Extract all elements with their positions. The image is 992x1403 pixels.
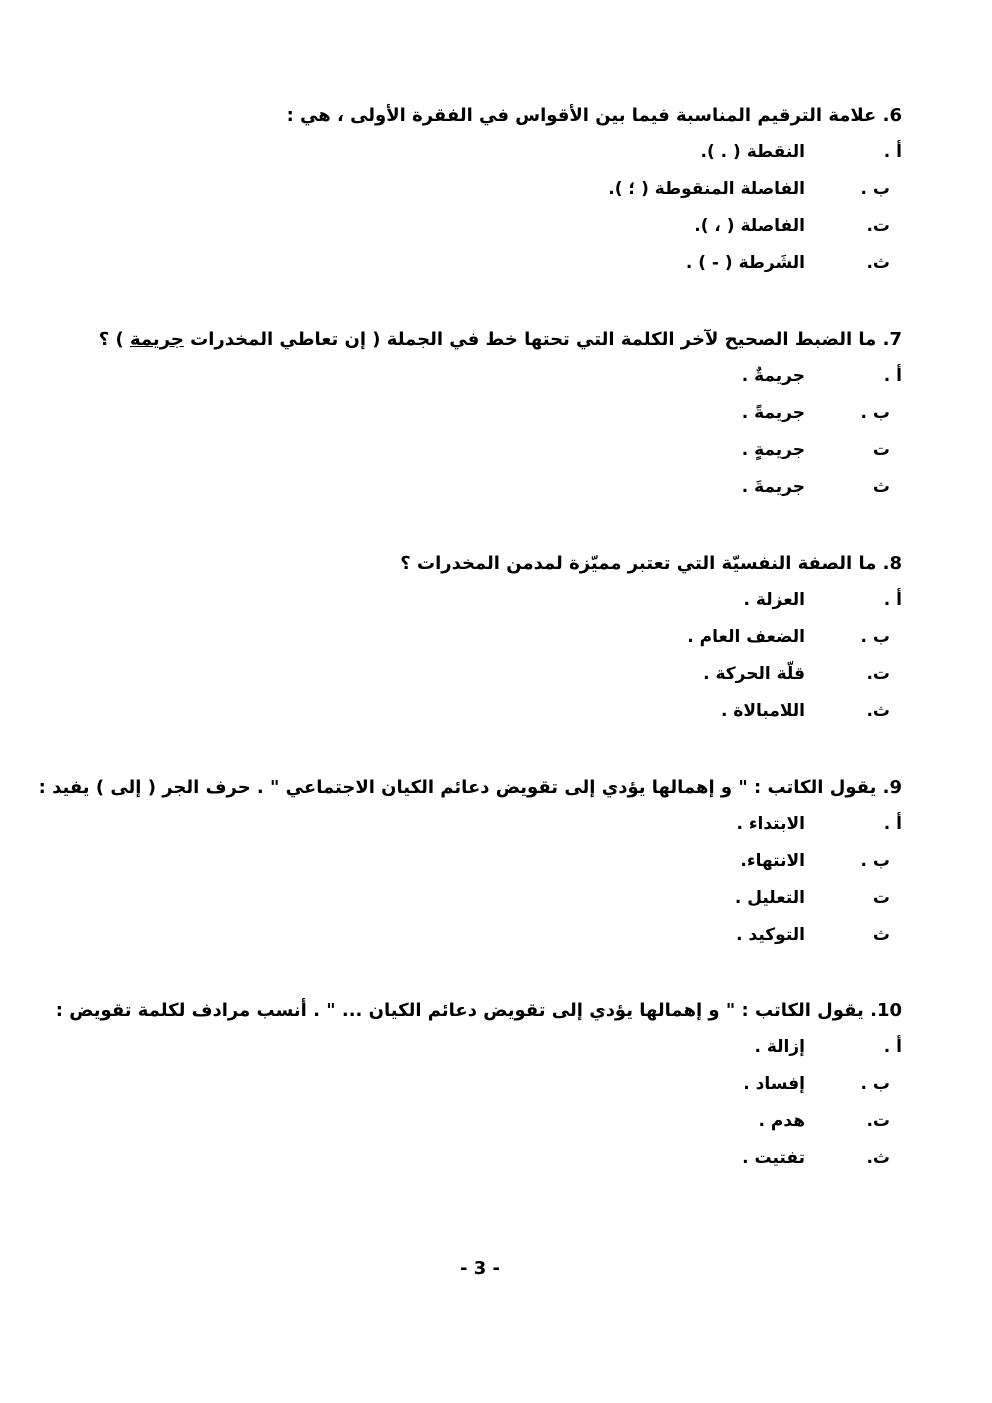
options-list [400,586,902,734]
option-a [287,138,902,175]
options-list [99,362,902,510]
options-list [56,1033,902,1181]
question-number: 7. [882,329,902,350]
question-8-title [400,550,902,578]
question-text: يقول الكاتب : " و إهمالها يؤدي إلى تقويض دعائم الكيان ... " . أنسب مرادف لكلمة تقويض : [55,1000,864,1021]
option-th [287,249,902,286]
option-text: هدم . [758,1111,805,1131]
question-7 [99,326,902,510]
option-label: ب . [860,179,890,199]
options-list [287,138,902,286]
option-text: النقطة ( . ). [700,142,805,162]
option-t [56,1107,902,1144]
option-a [400,586,902,623]
option-label: أ . [883,142,902,162]
option-b [39,847,902,884]
option-text: الشَرطة ( - ) . [685,253,805,273]
question-number: 10. [870,1000,902,1021]
option-text: الانتهاء. [740,851,805,871]
question-number: 6. [882,105,902,126]
option-label: أ . [883,1037,902,1057]
question-6 [287,102,902,286]
option-label: ت. [866,1111,890,1131]
question-number: 8. [882,553,902,574]
option-label: ب . [860,1074,890,1094]
question-10 [56,997,902,1181]
option-text: جريمةٍ . [741,440,805,460]
question-text-after: ) ؟ [98,329,130,350]
option-label: ب . [860,627,890,647]
option-label: ب . [860,851,890,871]
option-a [99,362,902,399]
option-text: التعليل . [734,888,805,908]
question-number: 9. [882,777,902,798]
option-b [56,1070,902,1107]
question-text-before: ما الضبط الصحيح لآخر الكلمة التي تحتها خط في الجملة ( إن تعاطي المخدرات [183,329,877,350]
option-label: ث. [866,253,890,273]
option-label: ت [872,440,890,460]
question-9 [39,774,902,958]
option-label: ت. [866,216,890,236]
option-text: الضعف العام . [687,627,805,647]
option-text: اللامبالاة . [720,701,805,721]
option-t [99,436,902,473]
question-8 [400,550,902,734]
option-b [287,175,902,212]
option-label: ب . [860,403,890,423]
option-text: جريمةٌ . [741,366,805,386]
question-6-title [287,102,902,130]
option-a [56,1033,902,1070]
option-text: التوكيد . [736,925,805,945]
option-a [39,810,902,847]
option-label: أ . [883,814,902,834]
option-text: إفساد . [743,1074,805,1094]
option-text: جريمةً . [741,403,805,423]
option-label: ت. [866,664,890,684]
option-text: تفتيت . [742,1148,805,1168]
question-9-title [39,774,902,802]
option-text: قلّة الحركة . [703,664,805,684]
question-text: علامة الترقيم المناسبة فيما بين الأقواس في الفقرة الأولى ، هي : [286,105,877,126]
question-text: يقول الكاتب : " و إهمالها يؤدي إلى تقويض دعائم الكيان الاجتماعي " . حرف الجر ( إلى ) يفيد : [38,777,877,798]
option-label: أ . [883,590,902,610]
option-label: ث. [866,701,890,721]
option-t [39,884,902,921]
option-th [56,1144,902,1181]
option-label: ث. [866,1148,890,1168]
option-th [400,697,902,734]
option-label: ث [872,477,890,497]
option-text: إزالة . [754,1037,805,1057]
question-7-title [99,326,902,354]
option-label: ث [872,925,890,945]
option-t [400,660,902,697]
option-th [99,473,902,510]
option-th [39,921,902,958]
option-label: أ . [883,366,902,386]
option-text: الفاصلة ( ، ). [694,216,805,236]
page-number: - 3 - [460,1258,500,1279]
option-text: العزلة . [743,590,805,610]
option-text: الابتداء . [736,814,805,834]
question-text: ما الصفة النفسيّة التي تعتبر مميّزة لمدمن المخدرات ؟ [400,553,877,574]
option-text: جريمةَ . [741,477,805,497]
option-b [99,399,902,436]
underlined-word: جريمة [129,329,184,350]
question-10-title [56,997,902,1025]
option-t [287,212,902,249]
options-list [39,810,902,958]
option-text: الفاصلة المنقوطة ( ؛ ). [608,179,805,199]
option-label: ت [872,888,890,908]
option-b [400,623,902,660]
